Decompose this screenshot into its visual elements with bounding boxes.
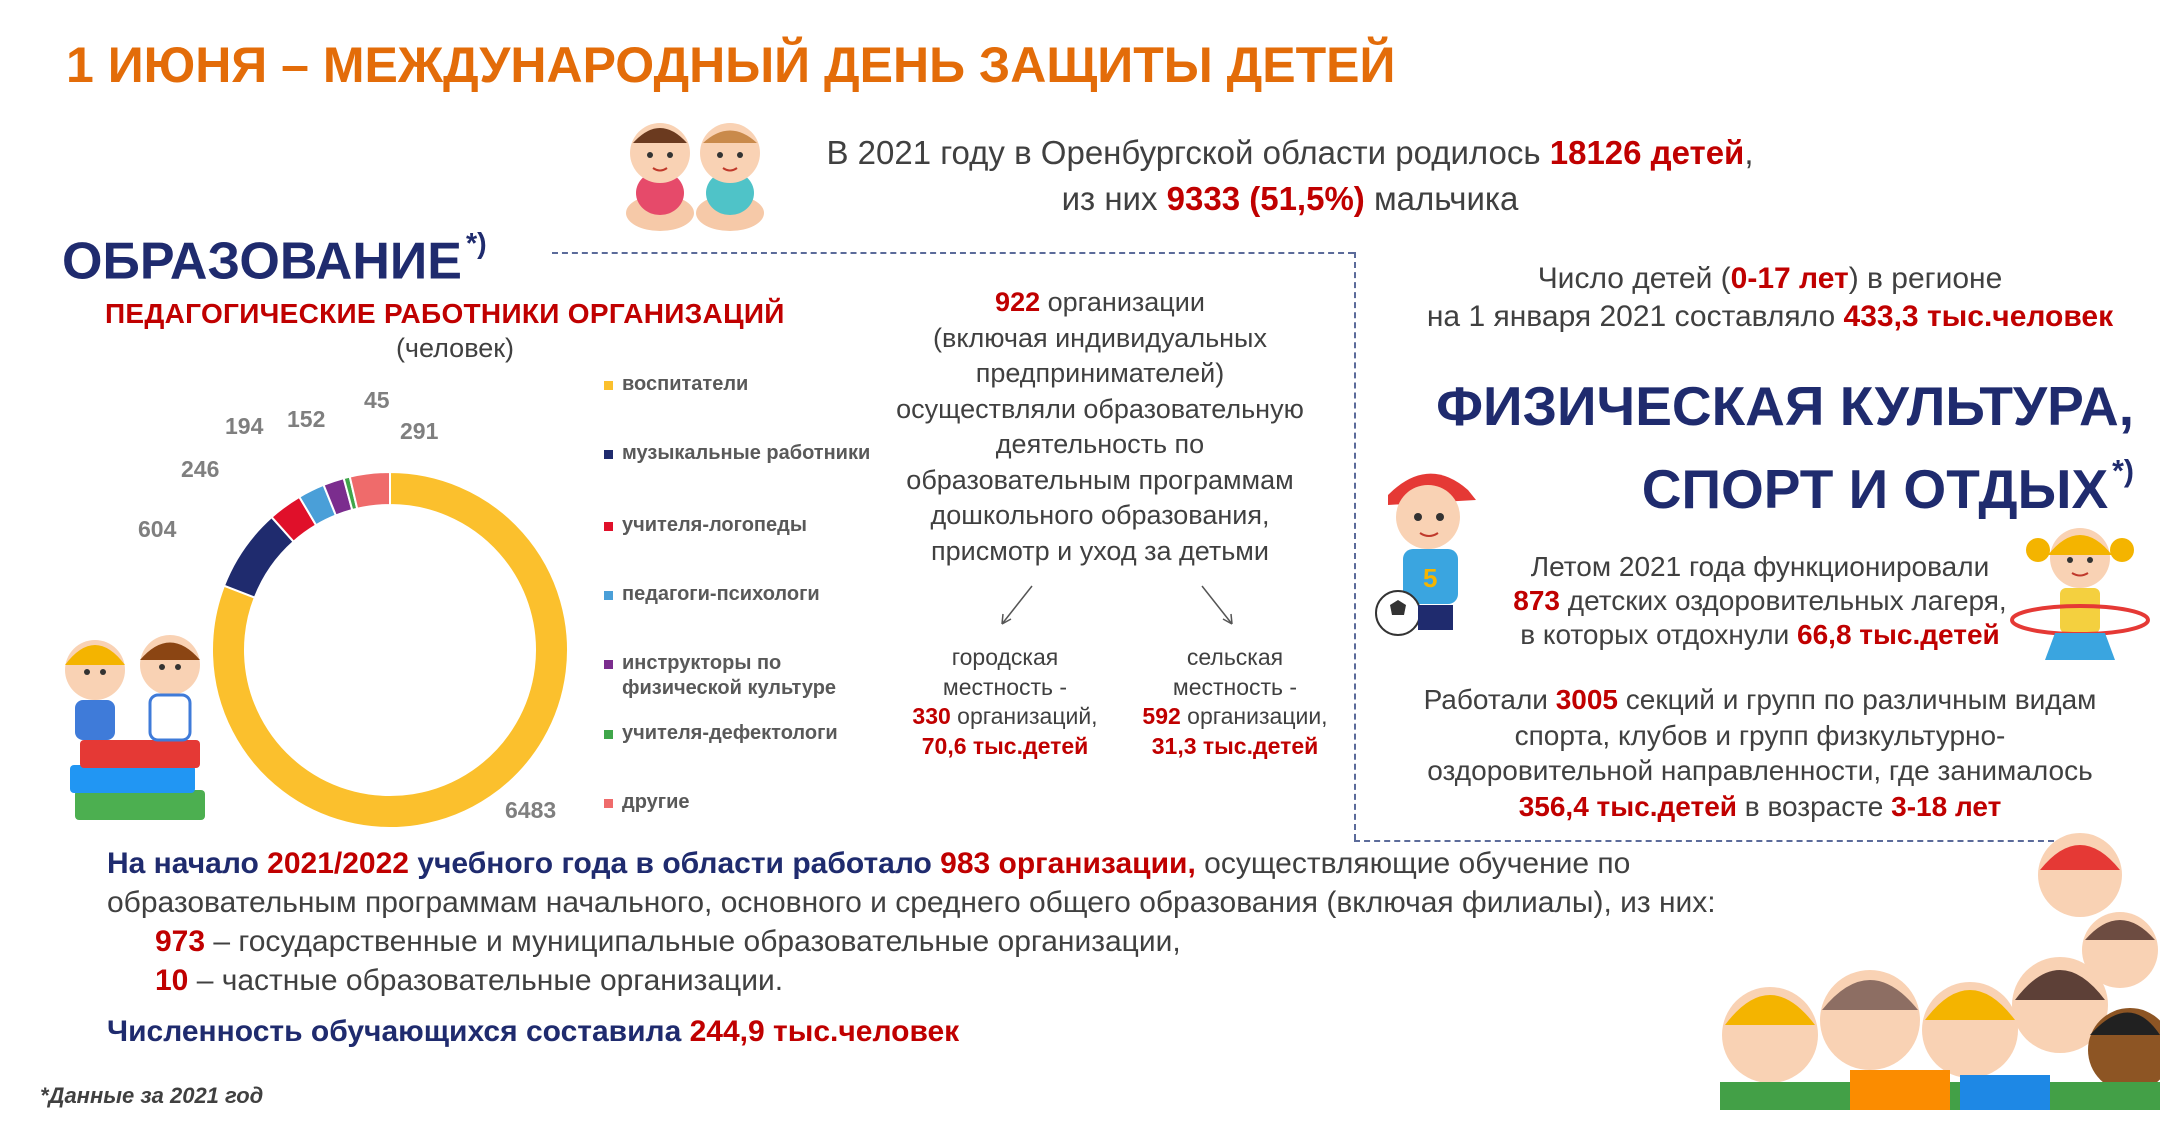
children-count-info: Число детей (0-17 лет) в регионе на 1 января 2021 составляло 433,3 тыс.человек [1426, 262, 2114, 333]
legend-item-vospitateli: воспитатели [604, 372, 874, 397]
preschool-info: 922 организации (включая индивидуальных предпринимателей) осуществляли образовательную деятельность по образовательным программам дошкольного образования, присмотр и уход за детьми [896, 287, 1304, 566]
legend-item-defektologi: учителя-дефектологи [604, 721, 874, 746]
births-info: В 2021 году в Оренбургской области родилось 18126 детей, из них 9333 (51,5%) мальчика [826, 134, 1754, 217]
legend-item-psikhologi: педагоги-психологи [604, 582, 874, 607]
babies-illustration [615, 108, 775, 233]
legend-item-drugie: другие [604, 790, 874, 815]
kids-books-illustration [45, 620, 235, 830]
legend-swatch [604, 730, 613, 739]
divider-vertical [1354, 252, 1356, 840]
legend-swatch [604, 381, 613, 390]
urban-info: городская местность - 330 организаций, 70,6 тыс.детей [912, 644, 1098, 759]
kids-group-illustration [1700, 820, 2160, 1110]
rural-info: сельская местность - 592 организации, 31,3 тыс.детей [1142, 644, 1328, 759]
footnote: *Данные за 2021 год [40, 1083, 264, 1108]
education-title: ОБРАЗОВАНИЕ *) [62, 228, 487, 291]
data-label-vospitateli: 6483 [505, 797, 557, 823]
data-label-muzykalnye: 604 [138, 516, 177, 542]
legend-swatch [604, 450, 613, 459]
legend-swatch [604, 799, 613, 808]
sport-title: ФИЗИЧЕСКАЯ КУЛЬТУРА, СПОРТ И ОТДЫХ *) [1436, 375, 2134, 521]
chart-unit: (человек) [395, 333, 515, 363]
legend-item-muzykalnye: музыкальные работники [604, 441, 874, 466]
legend-item-logopedy: учителя-логопеды [604, 513, 874, 538]
donut-chart [200, 460, 580, 840]
svg-text:5: 5 [1423, 563, 1438, 593]
legend-swatch [604, 660, 613, 669]
sport-sections-info: Работали 3005 секций и групп по различным видам спорта, клубов и групп физкультурно- оздоровительной направленности, где занималось 356,4 тыс.детей в возрасте 3-18 лет [1423, 684, 2097, 822]
camps-info: Летом 2021 года функционировали 873 детских оздоровительных лагеря, в которых отдохнули 66,8 тыс.детей [1513, 551, 2007, 650]
data-label-instruktory: 152 [287, 406, 326, 432]
legend-swatch [604, 522, 613, 531]
donut-slice-drugie [350, 472, 390, 509]
divider-top [552, 252, 1354, 254]
split-arrows [990, 580, 1250, 630]
boy-football-illustration [1368, 455, 1488, 655]
data-label-drugie: 291 [400, 418, 439, 444]
schools-info: На начало 2021/2022 учебного года в области работало 983 организации, осуществляющие обучение по образовательным программам начального, основного и среднего общего образования (включая филиалы), из них: 973 – государственные и муниципальные образовательные организации, 10 – частные образовательные организации. Численность обучающихся составила 244,9 тыс.человек [107, 847, 1716, 1048]
data-label-logopedy: 246 [181, 456, 220, 482]
data-label-defektologi: 45 [364, 387, 390, 413]
chart-title: ПЕДАГОГИЧЕСКИЕ РАБОТНИКИ ОРГАНИЗАЦИЙ [105, 298, 785, 329]
legend-item-instruktory: инструкторы по физической культуре [604, 651, 874, 701]
legend-swatch [604, 591, 613, 600]
page-title: 1 ИЮНЯ – МЕЖДУНАРОДНЫЙ ДЕНЬ ЗАЩИТЫ ДЕТЕЙ [66, 37, 1396, 93]
data-label-psikhologi: 194 [225, 413, 264, 439]
